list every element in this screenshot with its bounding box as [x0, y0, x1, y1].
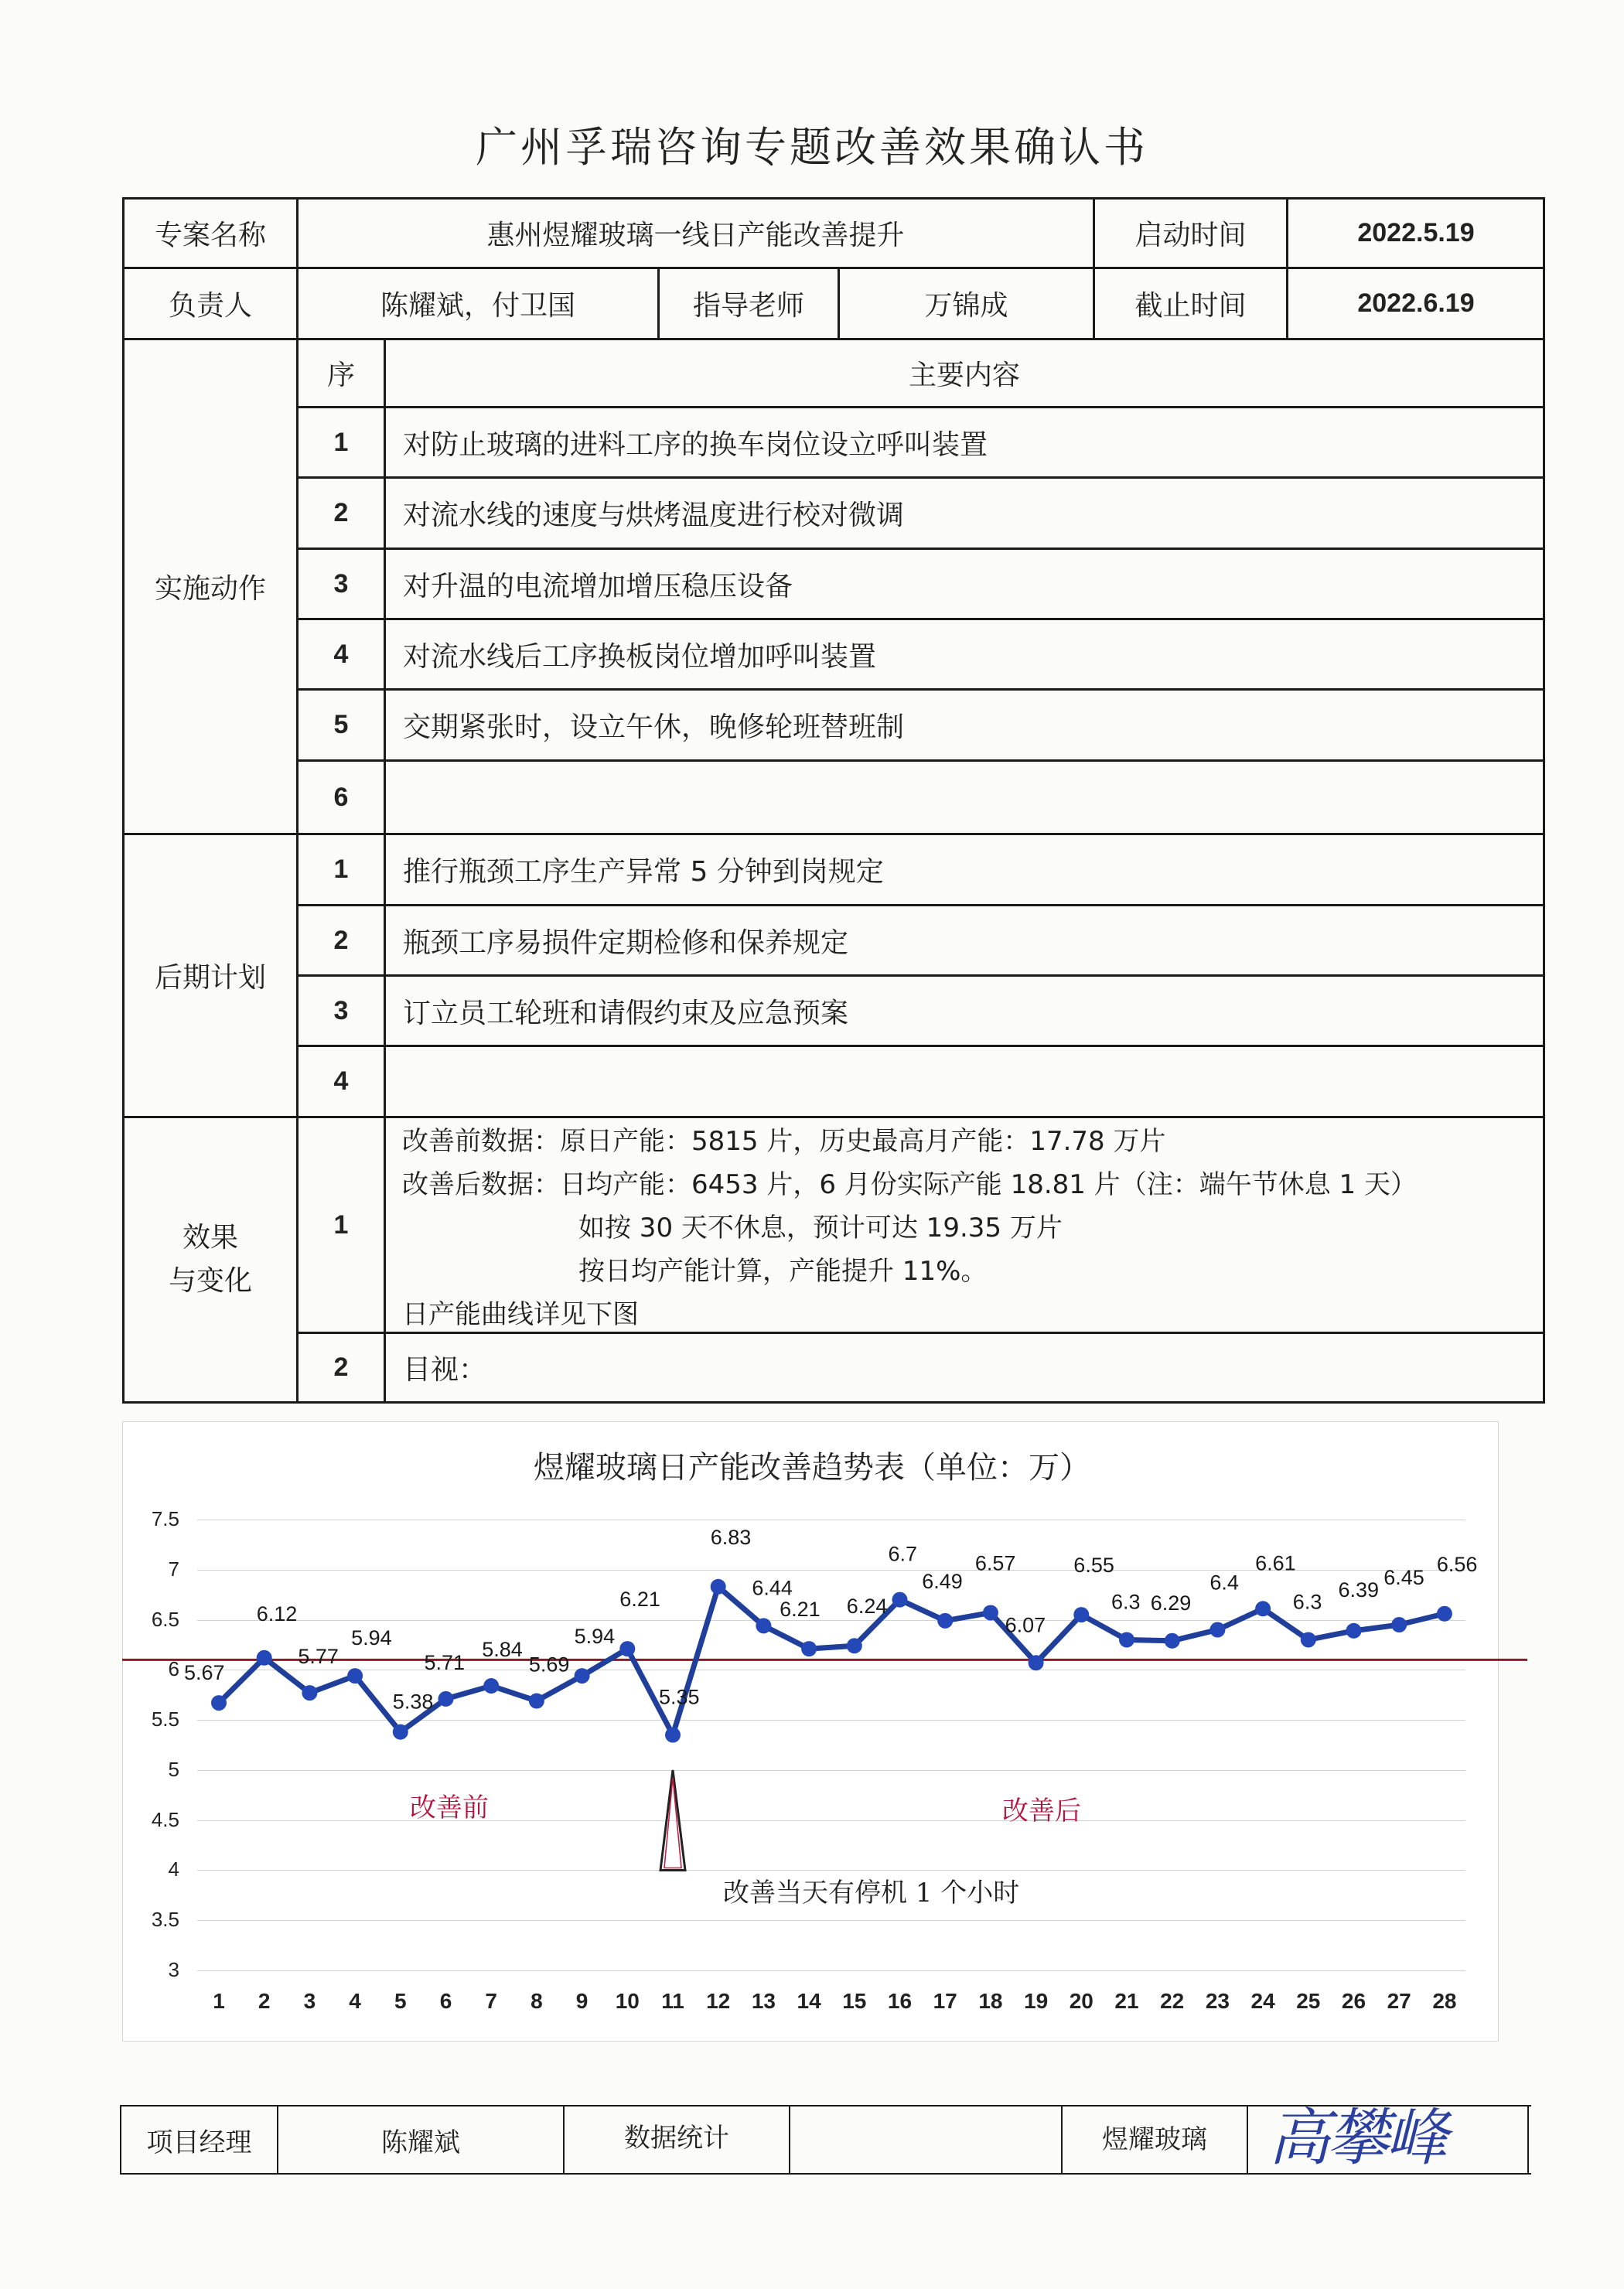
action-no: 5: [333, 710, 349, 739]
x-tick-label: 1: [213, 1989, 225, 2013]
data-label: 6.21: [619, 1588, 660, 1612]
data-point: [257, 1650, 272, 1666]
data-point: [619, 1641, 635, 1656]
project-name-label: 专案名称: [154, 219, 266, 251]
col-divider: [1527, 2105, 1529, 2175]
col-divider: [1247, 2105, 1248, 2175]
data-point: [575, 1668, 590, 1683]
data-point: [438, 1691, 454, 1707]
document-title: 广州孚瑞咨询专题改善效果确认书: [476, 123, 1148, 172]
x-tick-label: 18: [978, 1989, 1003, 2013]
owner-label: 负责人: [168, 290, 252, 322]
start-time-label: 启动时间: [1134, 219, 1247, 251]
effect-visual-label: 目视：: [403, 1354, 487, 1386]
x-tick-label: 17: [933, 1989, 957, 2013]
data-point: [393, 1724, 408, 1740]
data-point: [1301, 1632, 1316, 1647]
data-label: 6.56: [1436, 1552, 1478, 1576]
data-label: 6.3: [1292, 1590, 1322, 1614]
action-text: 交期紧张时，设立午休，晚修轮班替班制: [403, 711, 905, 743]
y-tick-label: 7.5: [151, 1507, 179, 1530]
data-point: [1029, 1655, 1044, 1670]
x-tick-label: 26: [1341, 1989, 1366, 2013]
data-label: 6.12: [256, 1602, 298, 1625]
effect-before-data: 改善前数据：原日产能：5815 片，历史最高月产能：17.78 万片: [402, 1126, 1166, 1157]
x-tick-label: 11: [661, 1989, 684, 2013]
data-label: 6.83: [710, 1525, 752, 1549]
data-label: 6.39: [1338, 1578, 1380, 1602]
data-point: [1437, 1606, 1452, 1622]
x-tick-label: 23: [1205, 1989, 1230, 2013]
x-tick-label: 24: [1250, 1989, 1275, 2013]
x-tick-label: 28: [1432, 1989, 1457, 2013]
data-label: 6.3: [1111, 1590, 1141, 1614]
data-point: [847, 1638, 862, 1653]
x-tick-label: 3: [303, 1989, 316, 2013]
action-no: 6: [333, 782, 349, 812]
action-text: 对流水线后工序换板岗位增加呼叫装置: [403, 640, 877, 673]
downtime-note: 改善当天有停机 1 个小时: [723, 1878, 1020, 1909]
data-point: [1209, 1622, 1225, 1638]
plan-text: 订立员工轮班和请假约束及应急预案: [403, 997, 849, 1029]
y-tick-label: 4.5: [151, 1807, 179, 1831]
y-tick-label: 5: [168, 1757, 179, 1781]
x-tick-label: 25: [1296, 1989, 1321, 2013]
data-label: 6.29: [1150, 1591, 1192, 1615]
data-label: 6.55: [1073, 1554, 1114, 1578]
x-tick-label: 27: [1387, 1989, 1411, 2013]
x-tick-label: 13: [751, 1989, 776, 2013]
data-label: 5.84: [482, 1638, 523, 1662]
data-label: 6.24: [846, 1595, 888, 1619]
end-time-value: 2022.6.19: [1357, 288, 1475, 318]
data-label: 5.71: [424, 1650, 466, 1674]
client-signature: 高攀峰: [1268, 2102, 1445, 2174]
data-label: 5.67: [184, 1661, 225, 1685]
stats-value: [790, 2106, 1061, 2173]
effects-label-line1: 效果: [182, 1222, 238, 1254]
x-tick-label: 7: [485, 1989, 497, 2013]
data-point: [302, 1685, 317, 1701]
x-tick-label: 6: [439, 1989, 452, 2013]
plan-text: 推行瓶颈工序生产异常 5 分钟到岗规定: [403, 856, 884, 888]
y-tick-label: 7: [168, 1557, 179, 1581]
action-no: 3: [333, 568, 349, 599]
action-text: 对流水线的速度与烘烤温度进行校对微调: [403, 500, 905, 531]
actions-section-label: 实施动作: [154, 573, 266, 605]
y-tick-label: 6: [168, 1657, 179, 1681]
x-tick-label: 20: [1069, 1989, 1093, 2013]
effect-projection: 如按 30 天不休息，预计可达 19.35 万片: [578, 1213, 1063, 1243]
x-tick-label: 16: [887, 1989, 913, 2013]
x-tick-label: 5: [394, 1989, 407, 2013]
owner-value: 陈耀斌，付卫国: [380, 290, 575, 322]
plan-no: 4: [333, 1066, 349, 1096]
action-text: 对升温的电流增加增压稳压设备: [403, 570, 793, 602]
action-text: 对防止玻璃的进料工序的换车岗位设立呼叫装置: [403, 428, 988, 461]
before-annotation: 改善前: [410, 1793, 489, 1823]
effect-no: 1: [333, 1209, 349, 1240]
data-label: 5.69: [528, 1653, 570, 1677]
x-tick-label: 21: [1114, 1989, 1139, 2013]
x-tick-label: 15: [842, 1989, 867, 2013]
data-point: [529, 1693, 544, 1708]
start-time-value: 2022.5.19: [1357, 217, 1475, 247]
x-tick-label: 9: [575, 1989, 589, 2013]
x-tick-label: 14: [797, 1989, 821, 2013]
data-label: 6.45: [1383, 1566, 1424, 1590]
plan-no: 1: [333, 855, 349, 884]
advisor-value: 万锦成: [924, 290, 1008, 322]
seq-header: 序: [326, 360, 355, 391]
x-tick-label: 19: [1024, 1989, 1049, 2013]
data-point: [892, 1592, 908, 1608]
improvement-day-marker: [660, 1770, 685, 1871]
data-label: 5.35: [659, 1685, 700, 1709]
end-time-label: 截止时间: [1134, 290, 1247, 322]
data-point: [1073, 1607, 1089, 1622]
data-point: [801, 1641, 817, 1656]
pm-name: 陈耀斌: [381, 2127, 460, 2158]
effect-after-data: 改善后数据：日均产能：6453 片，6 月份实际产能 18.81 片（注：端午节休息 1 天）: [402, 1169, 1417, 1200]
data-label: 5.94: [574, 1625, 616, 1649]
data-point: [756, 1618, 771, 1633]
data-label: 5.94: [351, 1626, 392, 1650]
plans-section-label: 后期计划: [154, 962, 266, 994]
effects-label-line2: 与变化: [168, 1265, 252, 1297]
y-tick-label: 4: [168, 1857, 179, 1881]
effect-improvement: 按日均产能计算，产能提升 11%。: [578, 1256, 988, 1287]
y-tick-label: 3.5: [151, 1908, 179, 1932]
content-header: 主要内容: [908, 360, 1020, 391]
data-point: [347, 1668, 363, 1683]
data-label: 6.49: [922, 1569, 963, 1593]
data-point: [711, 1579, 726, 1595]
data-label: 6.4: [1209, 1571, 1239, 1595]
data-point: [1119, 1632, 1134, 1647]
x-tick-label: 4: [349, 1989, 361, 2013]
x-tick-label: 10: [615, 1989, 640, 2013]
data-point: [1255, 1601, 1271, 1616]
data-point: [937, 1613, 953, 1629]
action-no: 2: [333, 498, 349, 527]
action-no: 4: [333, 639, 349, 669]
data-point: [211, 1695, 227, 1711]
data-point: [1346, 1623, 1362, 1639]
data-label: 5.77: [298, 1645, 339, 1669]
x-tick-label: 2: [258, 1989, 271, 2013]
effect-chart-note: 日产能曲线详见下图: [402, 1299, 639, 1330]
data-label: 5.38: [392, 1690, 434, 1714]
data-label: 6.57: [974, 1551, 1016, 1575]
data-label: 6.07: [1005, 1613, 1046, 1637]
x-tick-label: 12: [706, 1989, 731, 2013]
plan-text: 瓶颈工序易损件定期检修和保养规定: [403, 926, 849, 959]
x-tick-label: 8: [531, 1989, 543, 2013]
data-point: [665, 1728, 681, 1743]
data-point: [1391, 1617, 1407, 1632]
y-tick-label: 3: [168, 1958, 179, 1981]
data-point: [483, 1678, 499, 1694]
project-name-value: 惠州煜耀玻璃一线日产能改善提升: [486, 219, 905, 251]
x-tick-label: 22: [1160, 1989, 1185, 2013]
plan-no: 2: [333, 925, 349, 955]
advisor-label: 指导老师: [692, 290, 804, 322]
data-label: 6.44: [752, 1576, 793, 1600]
plan-no: 3: [333, 995, 349, 1025]
y-tick-label: 5.5: [151, 1707, 179, 1731]
data-label: 6.7: [888, 1542, 918, 1566]
stats-label: 数据统计: [624, 2122, 729, 2154]
pm-label: 项目经理: [146, 2127, 252, 2158]
data-point: [1165, 1633, 1180, 1649]
effect-no: 2: [333, 1353, 349, 1382]
y-tick-label: 6.5: [151, 1607, 179, 1631]
action-no: 1: [333, 427, 349, 457]
chart-title: 煜耀玻璃日产能改善趋势表（单位：万）: [534, 1450, 1090, 1486]
client-label: 煜耀玻璃: [1102, 2124, 1207, 2155]
data-point: [983, 1605, 998, 1620]
after-annotation: 改善后: [1002, 1796, 1081, 1827]
data-label: 6.21: [780, 1598, 821, 1622]
data-label: 6.61: [1255, 1551, 1296, 1575]
